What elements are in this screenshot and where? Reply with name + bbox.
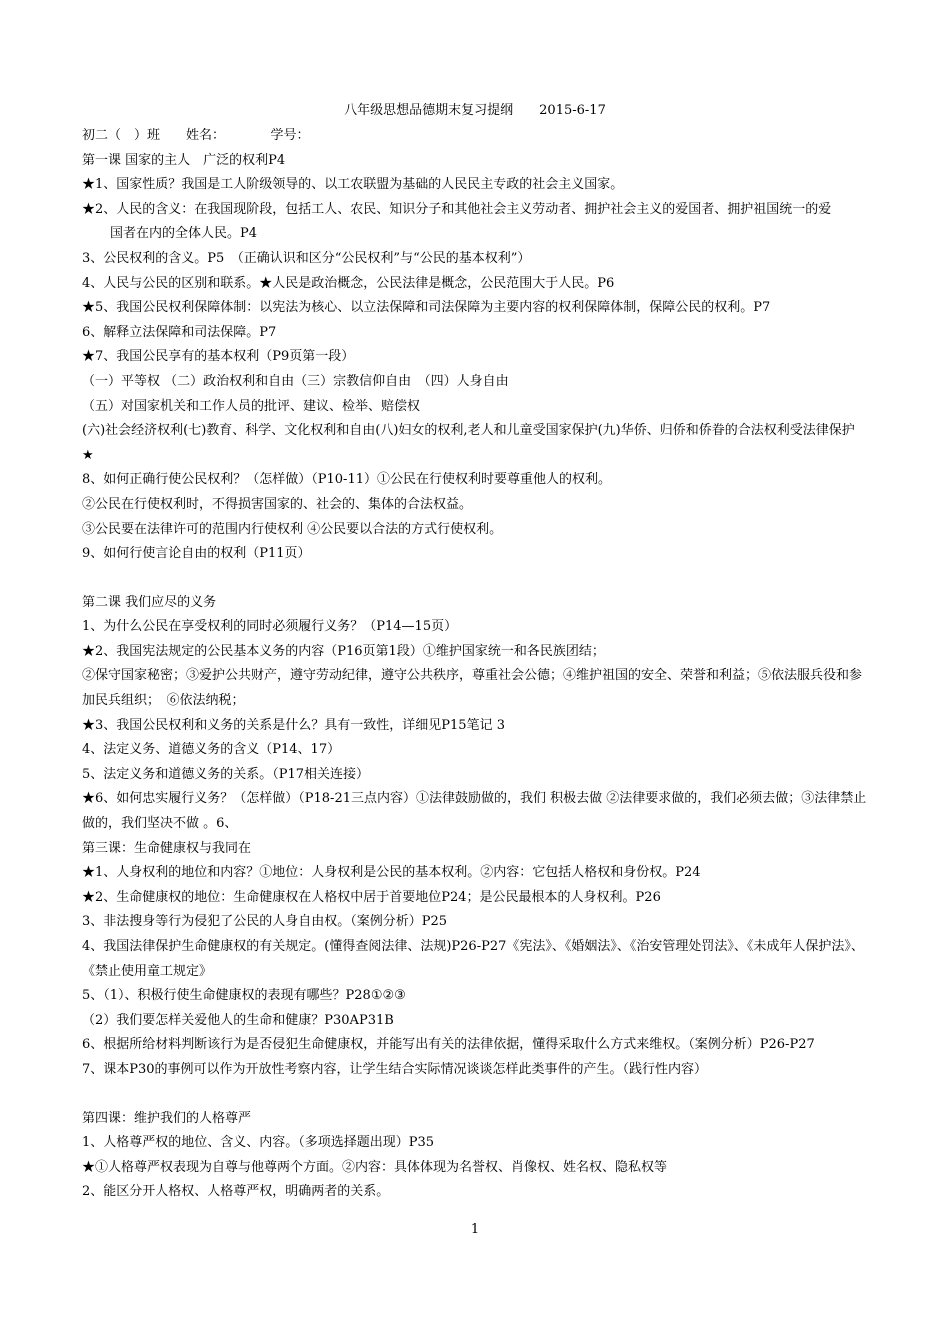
text-line: ★①人格尊严权表现为自尊与他尊两个方面。②内容：具体体现为名誉权、肖像权、姓名权、隐私权等 — [82, 1159, 668, 1175]
text-line: ★1、人身权利的地位和内容？①地位：人身权利是公民的基本权利。②内容：它包括人格权和身份权。P24 — [82, 865, 701, 881]
text-line: ③公民要在法律许可的范围内行使权利 ④公民要以合法的方式行使权利。 — [82, 521, 503, 537]
text-line: (六)社会经济权利(七)教育、科学、文化权利和自由(八)妇女的权利,老人和儿童受国家保护(九)华侨、归侨和侨眷的合法权利受法律保护 — [82, 423, 855, 439]
text-line: 4、我国法律保护生命健康权的有关规定。(懂得查阅法律、法规)P26-P27《宪法》、《婚姻法》、《治安管理处罚法》、《未成年人保护法》、《禁止使用童工规定》 — [82, 939, 864, 979]
text-line: 4、人民与公民的区别和联系。★人民是政治概念，公民法律是概念，公民范围大于人民。P6 — [82, 275, 615, 291]
text-line: ②公民在行使权利时，不得损害国家的、社会的、集体的合法权益。 — [82, 496, 473, 512]
blank-line — [82, 1083, 874, 1107]
text-line: 1、为什么公民在享受权利的同时必须履行义务？（P14—15页） — [82, 619, 458, 635]
text-line: ★1、国家性质？我国是工人阶级领导的、以工农联盟为基础的人民民主专政的社会主义国家。 — [82, 177, 624, 193]
text-line: 4、法定义务、道德义务的含义（P14、17） — [82, 742, 341, 758]
text-line: 3、公民权利的含义。P5 （正确认识和区分“公民权利”与“公民的基本权利”） — [82, 250, 531, 266]
text-line: ★2、生命健康权的地位：生命健康权在人格权中居于首要地位P24；是公民最根本的人身权利。P26 — [82, 889, 661, 905]
text-line: 6、根据所给材料判断该行为是否侵犯生命健康权，并能写出有关的法律依据，懂得采取什么方式来维权。（案例分析）P26-P27 — [82, 1037, 815, 1053]
text-line: 3、非法搜身等行为侵犯了公民的人身自由权。（案例分析）P25 — [82, 914, 448, 930]
document-body — [82, 124, 874, 1205]
lesson-4-heading: 第四课：维护我们的人格尊严 — [82, 1110, 252, 1126]
lesson-1-heading: 第一课 国家的主人 广泛的权利P4 — [82, 152, 286, 168]
lesson-2-heading: 第二课 我们应尽的义务 — [82, 594, 217, 610]
text-line: ★2、人民的含义：在我国现阶段，包括工人、农民、知识分子和其他社会主义劳动者、拥护社会主义的爱国者、拥护祖国统一的爱 — [82, 201, 832, 217]
lesson-3-heading: 第三课：生命健康权与我同在 — [82, 840, 252, 856]
text-line: ★3、我国公民权利和义务的关系是什么？具有一致性，详细见P15笔记 3 — [82, 717, 505, 733]
text-line: ②保守国家秘密；③爱护公共财产，遵守劳动纪律，遵守公共秩序，尊重社会公德；④维护祖国的安全、荣誉和利益；⑤依法服兵役和参加民兵组织； ⑥依法纳税； — [82, 668, 863, 709]
blank-line — [82, 567, 874, 591]
page-number: 1 — [470, 1222, 480, 1237]
document-title: 八年级思想品德期末复习提纲 2015-6-17 — [344, 103, 606, 118]
student-info-line: 初二（ ）班 姓名： 学号： — [82, 128, 310, 143]
text-line: 5、法定义务和道德义务的关系。（P17相关连接） — [82, 766, 370, 782]
text-line: 1、人格尊严权的地位、含义、内容。（多项选择题出现）P35 — [82, 1135, 435, 1151]
star-marker: ★ — [82, 447, 94, 463]
text-line: （一）平等权 （二）政治权利和自由（三）宗教信仰自由 （四）人身自由 — [82, 373, 509, 389]
text-line: （2）我们要怎样关爱他人的生命和健康？P30AP31B — [82, 1012, 394, 1028]
text-line: 8、如何正确行使公民权利？（怎样做）（P10-11）①公民在行使权利时要尊重他人的权利。 — [82, 472, 611, 488]
text-line: 2、能区分开人格权、人格尊严权，明确两者的关系。 — [82, 1184, 390, 1200]
text-line: 6、解释立法保障和司法保障。P7 — [82, 324, 277, 340]
text-line: ★2、我国宪法规定的公民基本义务的内容（P16页第1段）①维护国家统一和各民族团结； — [82, 643, 605, 659]
text-line: 国者在内的全体人民。P4 — [110, 226, 258, 242]
text-line: 9、如何行使言论自由的权利（P11页） — [82, 546, 311, 562]
text-line: 7、课本P30的事例可以作为开放性考察内容，让学生结合实际情况谈谈怎样此类事件的产生。（践行性内容） — [82, 1061, 708, 1077]
text-line: ★5、我国公民权利保障体制：以宪法为核心、以立法保障和司法保障为主要内容的权利保障体制，保障公民的权利。P7 — [82, 300, 771, 316]
text-line: （五）对国家机关和工作人员的批评、建议、检举、赔偿权 — [82, 398, 421, 414]
text-line: 5、（1）、积极行使生命健康权的表现有哪些？P28①②③ — [82, 988, 406, 1004]
text-line: ★6、如何忠实履行义务？（怎样做）（P18-21三点内容）①法律鼓励做的，我们 积极去做 ②法律要求做的，我们必须去做；③法律禁止做的，我们坚决不做 。6、 — [82, 791, 867, 832]
text-line: ★7、我国公民享有的基本权利（P9页第一段） — [82, 349, 355, 365]
